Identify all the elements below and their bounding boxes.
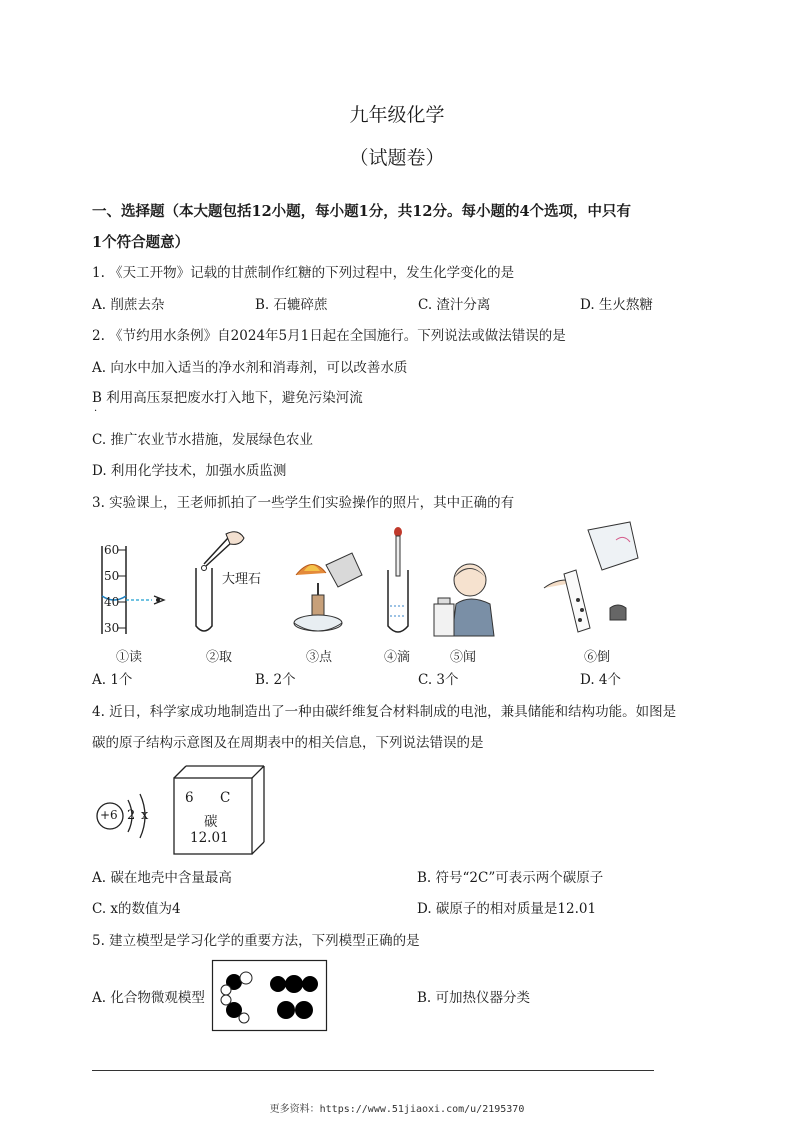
section-heading-line1: 一、选择题（本大题包括12小题，每小题1分，共12分。每小题的4个选项，中只有	[92, 203, 632, 220]
question-1-stem: 1. 《天工开物》记载的甘蔗制作红糖的下列过程中，发生化学变化的是	[92, 265, 515, 281]
shell-1-electrons: 2	[127, 808, 136, 823]
q2-option-c[interactable]: C. 推广农业节水措施，发展绿色农业	[92, 432, 313, 448]
cylinder-tick-50: 50	[104, 569, 120, 583]
q1-option-b[interactable]: B. 石辘碎蔗	[255, 297, 328, 313]
question-4-stem-line1: 4. 近日，科学家成功地制造出了一种由碳纤维复合材料制成的电池，兼具储能和结构功能。如图是	[92, 704, 677, 720]
element-name: 碳	[204, 814, 218, 830]
dropper-figure	[380, 526, 420, 642]
stray-dot: ·	[94, 406, 98, 417]
q4-option-b[interactable]: B. 符号“2C”可表示两个碳原子	[417, 870, 604, 886]
marble-label: 大理石	[222, 572, 262, 587]
q1-option-d[interactable]: D. 生火熬糖	[580, 297, 653, 313]
caption-smell: ⑤闻	[450, 650, 477, 665]
q1-option-c[interactable]: C. 渣汁分离	[418, 297, 491, 313]
question-4-stem-line2: 碳的原子结构示意图及在周期表中的相关信息，下列说法错误的是	[92, 735, 484, 751]
q3-option-b[interactable]: B. 2个	[255, 672, 296, 688]
caption-read: ①读	[116, 650, 143, 665]
page-subtitle: （试题卷）	[349, 147, 445, 169]
element-symbol: C	[220, 790, 231, 806]
pouring-figure	[520, 518, 640, 636]
section-heading-line2: 1个符合题意）	[92, 234, 190, 251]
caption-light: ③点	[306, 650, 333, 665]
cylinder-tick-60: 60	[104, 543, 120, 557]
question-5-stem: 5. 建立模型是学习化学的重要方法，下列模型正确的是	[92, 933, 420, 949]
q3-option-a[interactable]: A. 1个	[92, 672, 133, 688]
q1-option-a[interactable]: A. 削蔗去杂	[92, 297, 165, 313]
caption-pour: ⑥倒	[584, 650, 611, 665]
caption-take: ②取	[206, 650, 233, 665]
atomic-mass: 12.01	[190, 830, 229, 846]
footer-link[interactable]: 更多资料：https://www.51jiaoxi.com/u/2195370	[269, 1104, 525, 1115]
shell-2-electrons: x	[141, 808, 149, 823]
footer-divider	[92, 1070, 654, 1071]
alcohol-lamp-figure	[286, 535, 376, 640]
nucleus-charge: +6	[100, 808, 118, 822]
q2-option-b[interactable]: B 利用高压泵把废水打入地下，避免污染河流	[92, 390, 363, 406]
q4-option-c[interactable]: C. x的数值为4	[92, 901, 181, 917]
q2-option-d[interactable]: D. 利用化学技术，加强水质监测	[92, 463, 287, 479]
q2-option-a[interactable]: A. 向水中加入适当的净水剂和消毒剂，可以改善水质	[92, 360, 408, 376]
q5-option-b[interactable]: B. 可加热仪器分类	[417, 990, 531, 1006]
caption-drip: ④滴	[384, 650, 411, 665]
q5-option-a[interactable]: A. 化合物微观模型	[92, 990, 205, 1006]
question-2-stem: 2. 《节约用水条例》自2024年5月1日起在全国施行。下列说法或做法错误的是	[92, 328, 566, 344]
question-3-stem: 3. 实验课上，王老师抓拍了一些学生们实验操作的照片，其中正确的有	[92, 495, 515, 511]
page-title: 九年级化学	[349, 104, 445, 126]
smelling-figure	[430, 560, 500, 640]
q4-option-d[interactable]: D. 碳原子的相对质量是12.01	[417, 901, 597, 917]
q4-option-a[interactable]: A. 碳在地壳中含量最高	[92, 870, 232, 886]
cylinder-tick-40: 40	[104, 595, 120, 609]
q3-option-d[interactable]: D. 4个	[580, 672, 622, 688]
cylinder-tick-30: 30	[104, 621, 120, 635]
molecule-model-figure	[212, 960, 328, 1032]
atomic-number: 6	[185, 790, 194, 806]
q3-option-c[interactable]: C. 3个	[418, 672, 459, 688]
